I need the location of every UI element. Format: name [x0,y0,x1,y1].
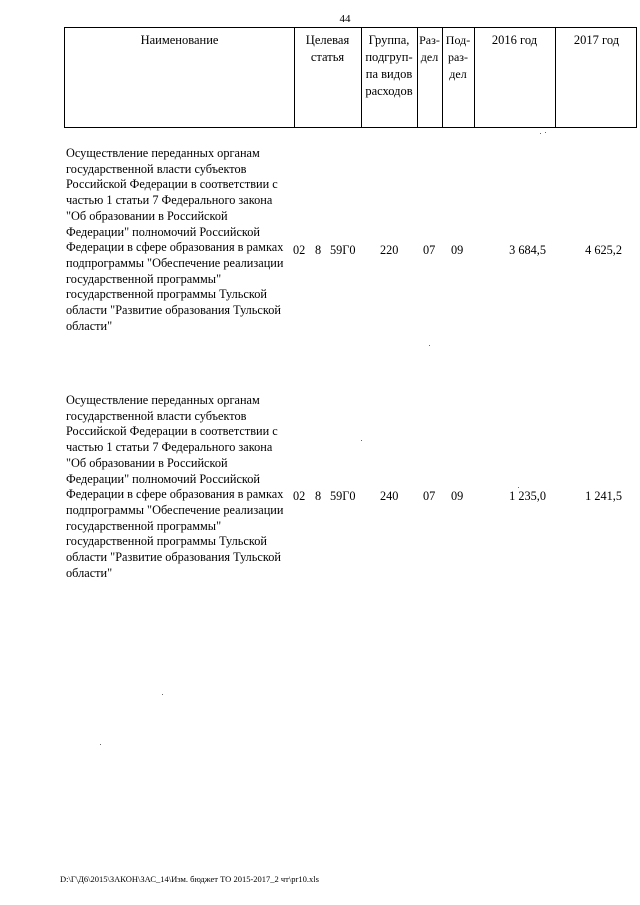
row-target-a: 02 [293,243,306,257]
row-name: Осуществление переданных органам государственной власти субъектов Российской Федерации в соответствии с частью 1 статьи 7 Федерального закона "Об образовании в Российской Федерации" полномочий Российской Федерации в сфере образования в рамках подпрограммы "Обеспечение реализации государственной программы" государственной программы Тульской области "Развитие образования Тульской области" [66,146,284,333]
row-value-2017: 4 625,2 [585,243,622,257]
row-target-b: 8 [315,243,322,257]
header-group: Группа, подгруп- па видов расходов [365,33,413,98]
header-name: Наименование [140,33,219,47]
row-section: 07 [423,489,436,503]
scan-speck [518,487,519,488]
row-subsection: 09 [451,243,464,257]
row-value-2016: 3 684,5 [509,243,546,257]
scan-speck [361,440,362,441]
header-target: Целевая статья [305,33,350,64]
row-subsection: 09 [451,489,464,503]
row-value-2016: 1 235,0 [509,489,546,503]
scan-speck [429,345,430,346]
file-path-footer: D:\Г\Д6\2015\ЗАКОН\ЗАС_14\Изм. бюджет ТО 2015-2017_2 чт\pr10.xls [60,874,319,884]
header-year-2016: 2016 год [491,33,538,47]
scan-speck [540,133,541,134]
header-year-2017: 2017 год [573,33,620,47]
table-header [64,27,637,128]
scan-speck [162,694,163,695]
row-section: 07 [423,243,436,257]
row-target-a: 02 [293,489,306,503]
row-target-c: 59Г0 [330,489,356,503]
row-group: 240 [380,489,399,503]
row-value-2017: 1 241,5 [585,489,622,503]
scan-speck [545,132,546,133]
row-group: 220 [380,243,399,257]
scan-speck [100,744,101,745]
header-section: Раз- дел [419,33,440,64]
header-subsection: Под- раз- дел [445,33,471,81]
row-name: Осуществление переданных органам государственной власти субъектов Российской Федерации в соответствии с частью 1 статьи 7 Федерального закона "Об образовании в Российской Федерации" полномочий Российской Федерации в сфере образования в рамках подпрограммы "Обеспечение реализации государственной программы" государственной программы Тульской области "Развитие образования Тульской области" [66,393,284,580]
row-target-c: 59Г0 [330,243,356,257]
row-target-b: 8 [315,489,322,503]
page-number: 44 [339,13,351,25]
